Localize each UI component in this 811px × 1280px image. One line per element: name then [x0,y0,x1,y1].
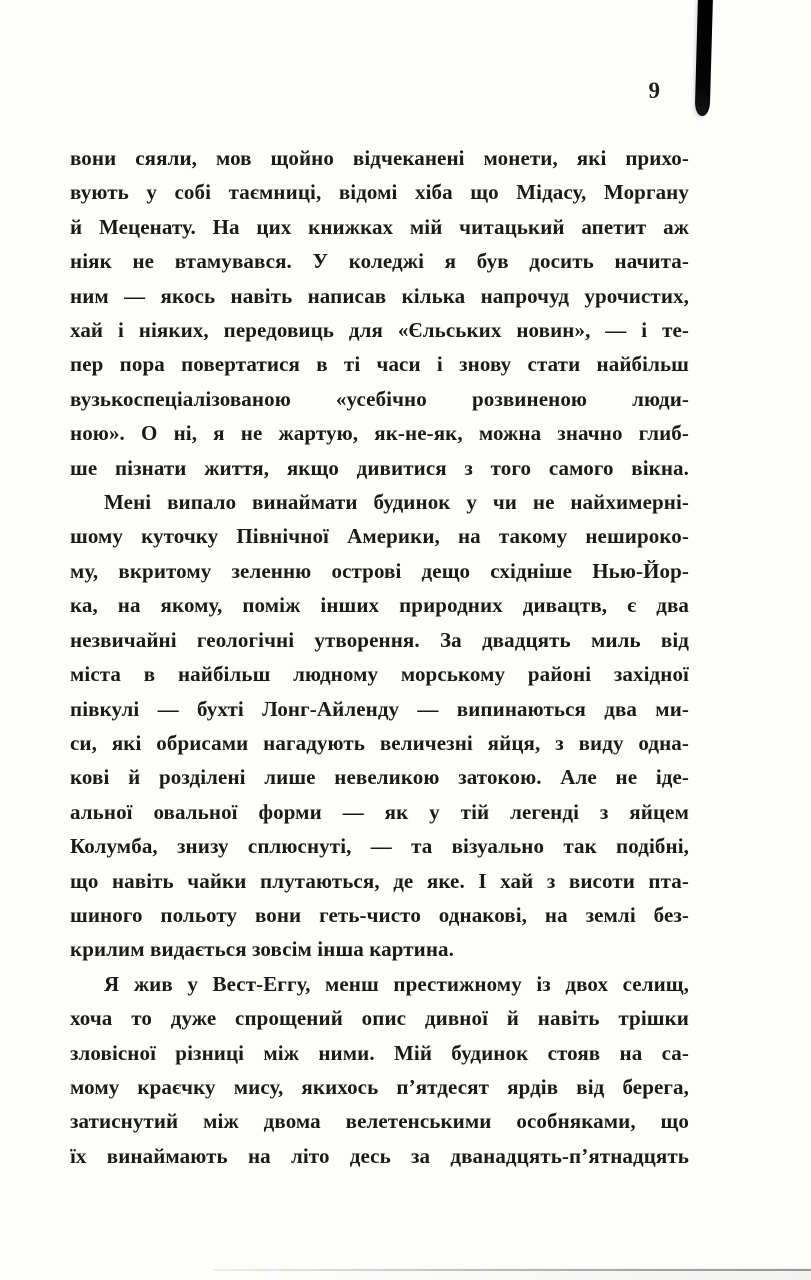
text-line: Мені випало винаймати будинок у чи не найхимерні- [104,490,689,515]
text-line: вони сяяли, мов щойно відчеканені монети, які прихо- [70,146,689,170]
page-number: 9 [648,78,660,103]
text-line: альної овальної форми — як у тій легенді з яйцем [70,799,689,824]
text-line: шиного польоту вони геть-чисто однакові, на землі без- [70,902,689,927]
page-edge-line [213,1269,811,1271]
text-line: мому краєчку мису, якихось п’ятдесят ярдів від берега, [70,1074,689,1099]
text-line: незвичайні геологічні утворення. За двадцять миль від [70,627,689,652]
text-line: міста в найбільш людному морському районі західної [70,662,689,687]
bookmark-ribbon [695,0,713,116]
text-line: хоча то дуже спрощений опис дивної й навіть трішки [70,1006,689,1031]
paragraph [70,485,689,967]
text-line: ше пізнати життя, якщо дивитися з того самого вікна. [70,455,689,480]
page-text [70,141,689,1173]
text-line: й Меценату. На цих книжках мій читацький апетит аж [70,214,689,239]
text-line: що навіть чайки плутаються, де яке. І хай з висоти пта- [70,868,689,893]
text-line: пер пора повертатися в ті часи і знову стати найбільш [70,352,689,377]
text-line: Колумба, знизу сплюснуті, — та візуально так подібні, [70,834,689,859]
text-line: ніяк не втамувався. У коледжі я був досить начита- [70,249,689,274]
text-line: затиснутий між двома велетенськими особняками, що [70,1109,689,1134]
text-line: хай і ніяких, передовиць для «Єльських новин», — і те- [70,318,689,343]
text-line: вують у собі таємниці, відомі хіба що Мідасу, Моргану [70,180,689,205]
text-line: ним — якось навіть написав кілька напрочуд урочистих, [70,283,689,308]
text-line: шому куточку Північної Америки, на такому нешироко- [70,524,689,549]
text-line: му, вкритому зеленню острові дещо східніше Нью-Йор- [70,558,689,583]
text-line: півкулі — бухті Лонг-Айленду — випинаються два ми- [70,696,689,721]
text-line: си, які обрисами нагадують величезні яйця, з виду одна- [70,730,689,755]
text-line: кові й розділені лише невеликою затокою. Але не іде- [70,765,689,790]
text-line: зловісної різниці між ними. Мій будинок стояв на са- [70,1040,689,1065]
text-line: ка, на якому, поміж інших природних дивацтв, є два [70,593,689,618]
text-line: вузькоспеціалізованою «усебічно розвиненою люди- [70,386,689,411]
text-line: ною». О ні, я не жартую, як-не-як, можна значно глиб- [70,421,689,446]
paragraph [70,141,689,485]
text-line: Я жив у Вест-Еггу, менш престижному із двох селищ, [104,971,689,996]
text-line: крилим видається зовсім інша картина. [70,937,454,962]
paragraph [70,967,689,1173]
text-line: їх винаймають на літо десь за дванадцять-п’ятнадцять [70,1143,689,1168]
